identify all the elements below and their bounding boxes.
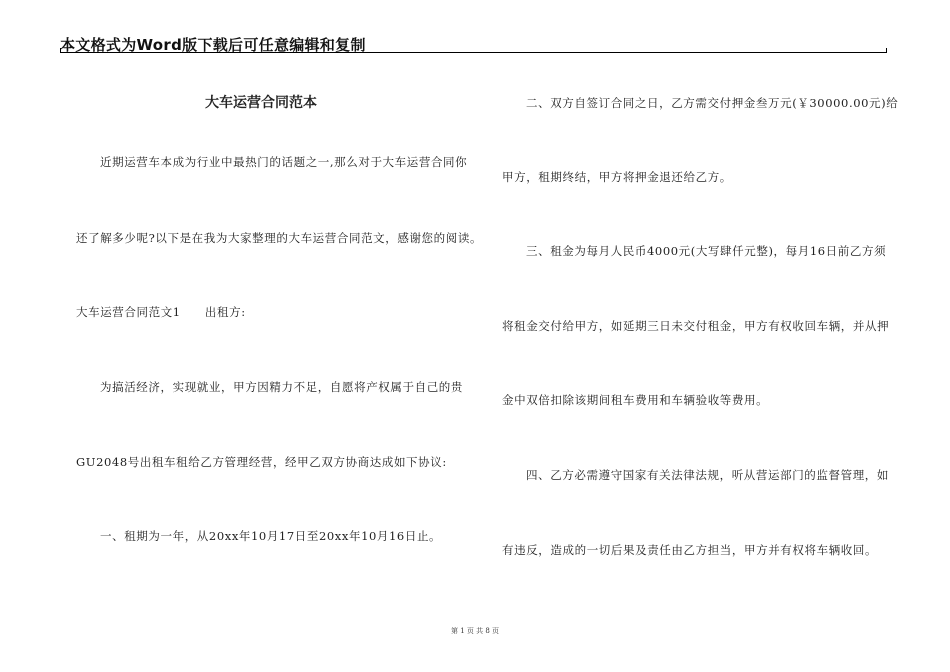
left-paragraph-line: GU2048号出租车租给乙方管理经营，经甲乙双方协商达成如下协议:: [76, 455, 447, 469]
left-paragraph-line: 大车运营合同范文1 出租方:: [76, 305, 246, 319]
right-paragraph-line: 甲方，租期终结，甲方将押金退还给乙方。: [502, 170, 732, 184]
right-paragraph-line: 三、租金为每月人民币4000元(大写肆仟元整)，每月16日前乙方须: [526, 244, 887, 258]
download-banner: 本文格式为Word版下载后可任意编辑和复制: [60, 36, 366, 54]
left-paragraph-line: 近期运营车本成为行业中最热门的话题之一,那么对于大车运营合同你: [100, 155, 468, 169]
left-paragraph-line: 还了解多少呢?以下是在我为大家整理的大车运营合同范文，感谢您的阅读。: [76, 231, 483, 245]
page-number: 第 1 页 共 8 页: [450, 627, 500, 635]
right-paragraph-line: 二、双方自签订合同之日，乙方需交付押金叁万元(￥30000.00元)给: [526, 96, 899, 110]
right-paragraph-line: 将租金交付给甲方，如延期三日未交付租金，甲方有权收回车辆，并从押: [502, 319, 890, 333]
right-paragraph-line: 有违反，造成的一切后果及责任由乙方担当，甲方并有权将车辆收回。: [502, 543, 878, 557]
header-rule-right-tick: [886, 48, 887, 53]
header-rule-left-tick: [60, 48, 61, 53]
right-paragraph-line: 四、乙方必需遵守国家有关法律法规，听从营运部门的监督管理，如: [526, 468, 889, 482]
header-rule: [60, 52, 887, 53]
right-paragraph-line: 金中双倍扣除该期间租车费用和车辆验收等费用。: [502, 393, 769, 407]
left-paragraph-line: 为搞活经济，实现就业，甲方因精力不足，自愿将产权属于自己的贵: [100, 380, 463, 394]
left-paragraph-line: 一、租期为一年，从20xx年10月17日至20xx年10月16日止。: [100, 529, 442, 543]
document-title: 大车运营合同范本: [205, 95, 317, 111]
